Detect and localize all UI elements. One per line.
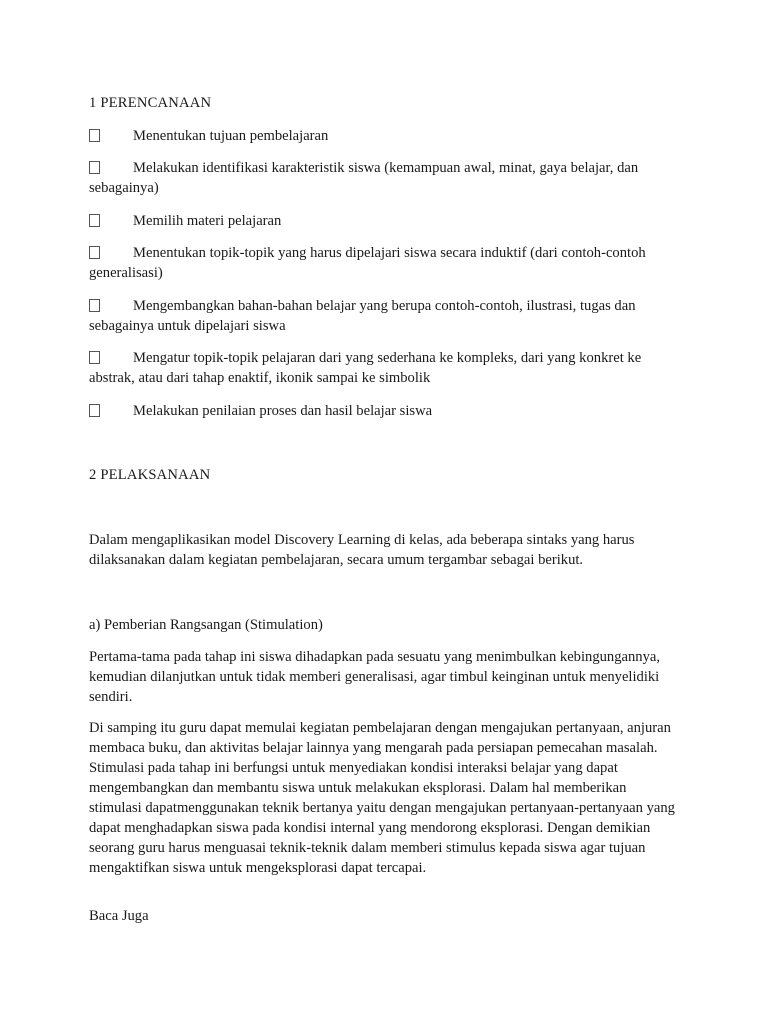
subheading-stimulation: a) Pemberian Rangsangan (Stimulation) — [89, 617, 323, 633]
paragraph-stimulation-1: Pertama-tama pada tahap ini siswa dihadapkan pada sesuatu yang menimbulkan kebingungannya, kemudian dilanjutkan untuk tidak memberi generalisasi, agar timbul keinginan untuk menyelidiki sendiri. — [89, 649, 661, 705]
bullet-box-icon — [89, 129, 100, 142]
heading-perencanaan: 1 PERENCANAAN — [89, 95, 212, 111]
list-item: Melakukan identifikasi karakteristik siswa (kemampuan awal, minat, gaya belajar, dan sebagainya) — [89, 160, 639, 196]
list-item: Mengatur topik-topik pelajaran dari yang sederhana ke kompleks, dari yang konkret ke abstrak, atau dari tahap enaktif, ikonik sampai ke simbolik — [89, 350, 642, 386]
list-item: Mengembangkan bahan-bahan belajar yang berupa contoh-contoh, ilustrasi, tugas dan sebagainya untuk dipelajari siswa — [89, 298, 636, 334]
heading-pelaksanaan: 2 PELAKSANAAN — [89, 467, 211, 483]
list-item: Memilih materi pelajaran — [89, 211, 681, 231]
baca-juga-link[interactable]: Baca Juga — [89, 908, 149, 924]
bullet-box-icon — [89, 404, 100, 417]
paragraph-stimulation-2: Di samping itu guru dapat memulai kegiatan pembelajaran dengan mengajukan pertanyaan, anjuran membaca buku, dan aktivitas belajar lainnya yang mengarah pada persiapan pemecahan masalah. Stimulasi pada tahap ini berfungsi untuk menyediakan kondisi interaksi belajar yang dapat mengembangkan dan membantu siswa untuk melakukan eksplorasi. Dalam hal memberikan stimulasi dapatmenggunakan teknik bertanya yaitu dengan mengajukan pertanyaan-pertanyaan yang dapat menghadapkan siswa pada kondisi internal yang mendorong eksplorasi. Dengan demikian seorang guru harus menguasai teknik-teknik dalam memberi stimulus kepada siswa agar tujuan mengaktifkan siswa untuk mengeksplorasi dapat tercapai. — [89, 720, 675, 876]
bullet-box-icon — [89, 246, 100, 259]
bullet-box-icon — [89, 299, 100, 312]
list-item: Menentukan tujuan pembelajaran — [89, 126, 681, 146]
paragraph-intro: Dalam mengaplikasikan model Discovery Learning di kelas, ada beberapa sintaks yang harus dilaksanakan dalam kegiatan pembelajaran, secara umum tergambar sebagai berikut. — [89, 532, 635, 568]
bullet-box-icon — [89, 214, 100, 227]
bullet-box-icon — [89, 161, 100, 174]
bullet-box-icon — [89, 351, 100, 364]
list-item: Melakukan penilaian proses dan hasil belajar siswa — [89, 401, 681, 421]
list-item: Menentukan topik-topik yang harus dipelajari siswa secara induktif (dari contoh-contoh generalisasi) — [89, 245, 646, 281]
